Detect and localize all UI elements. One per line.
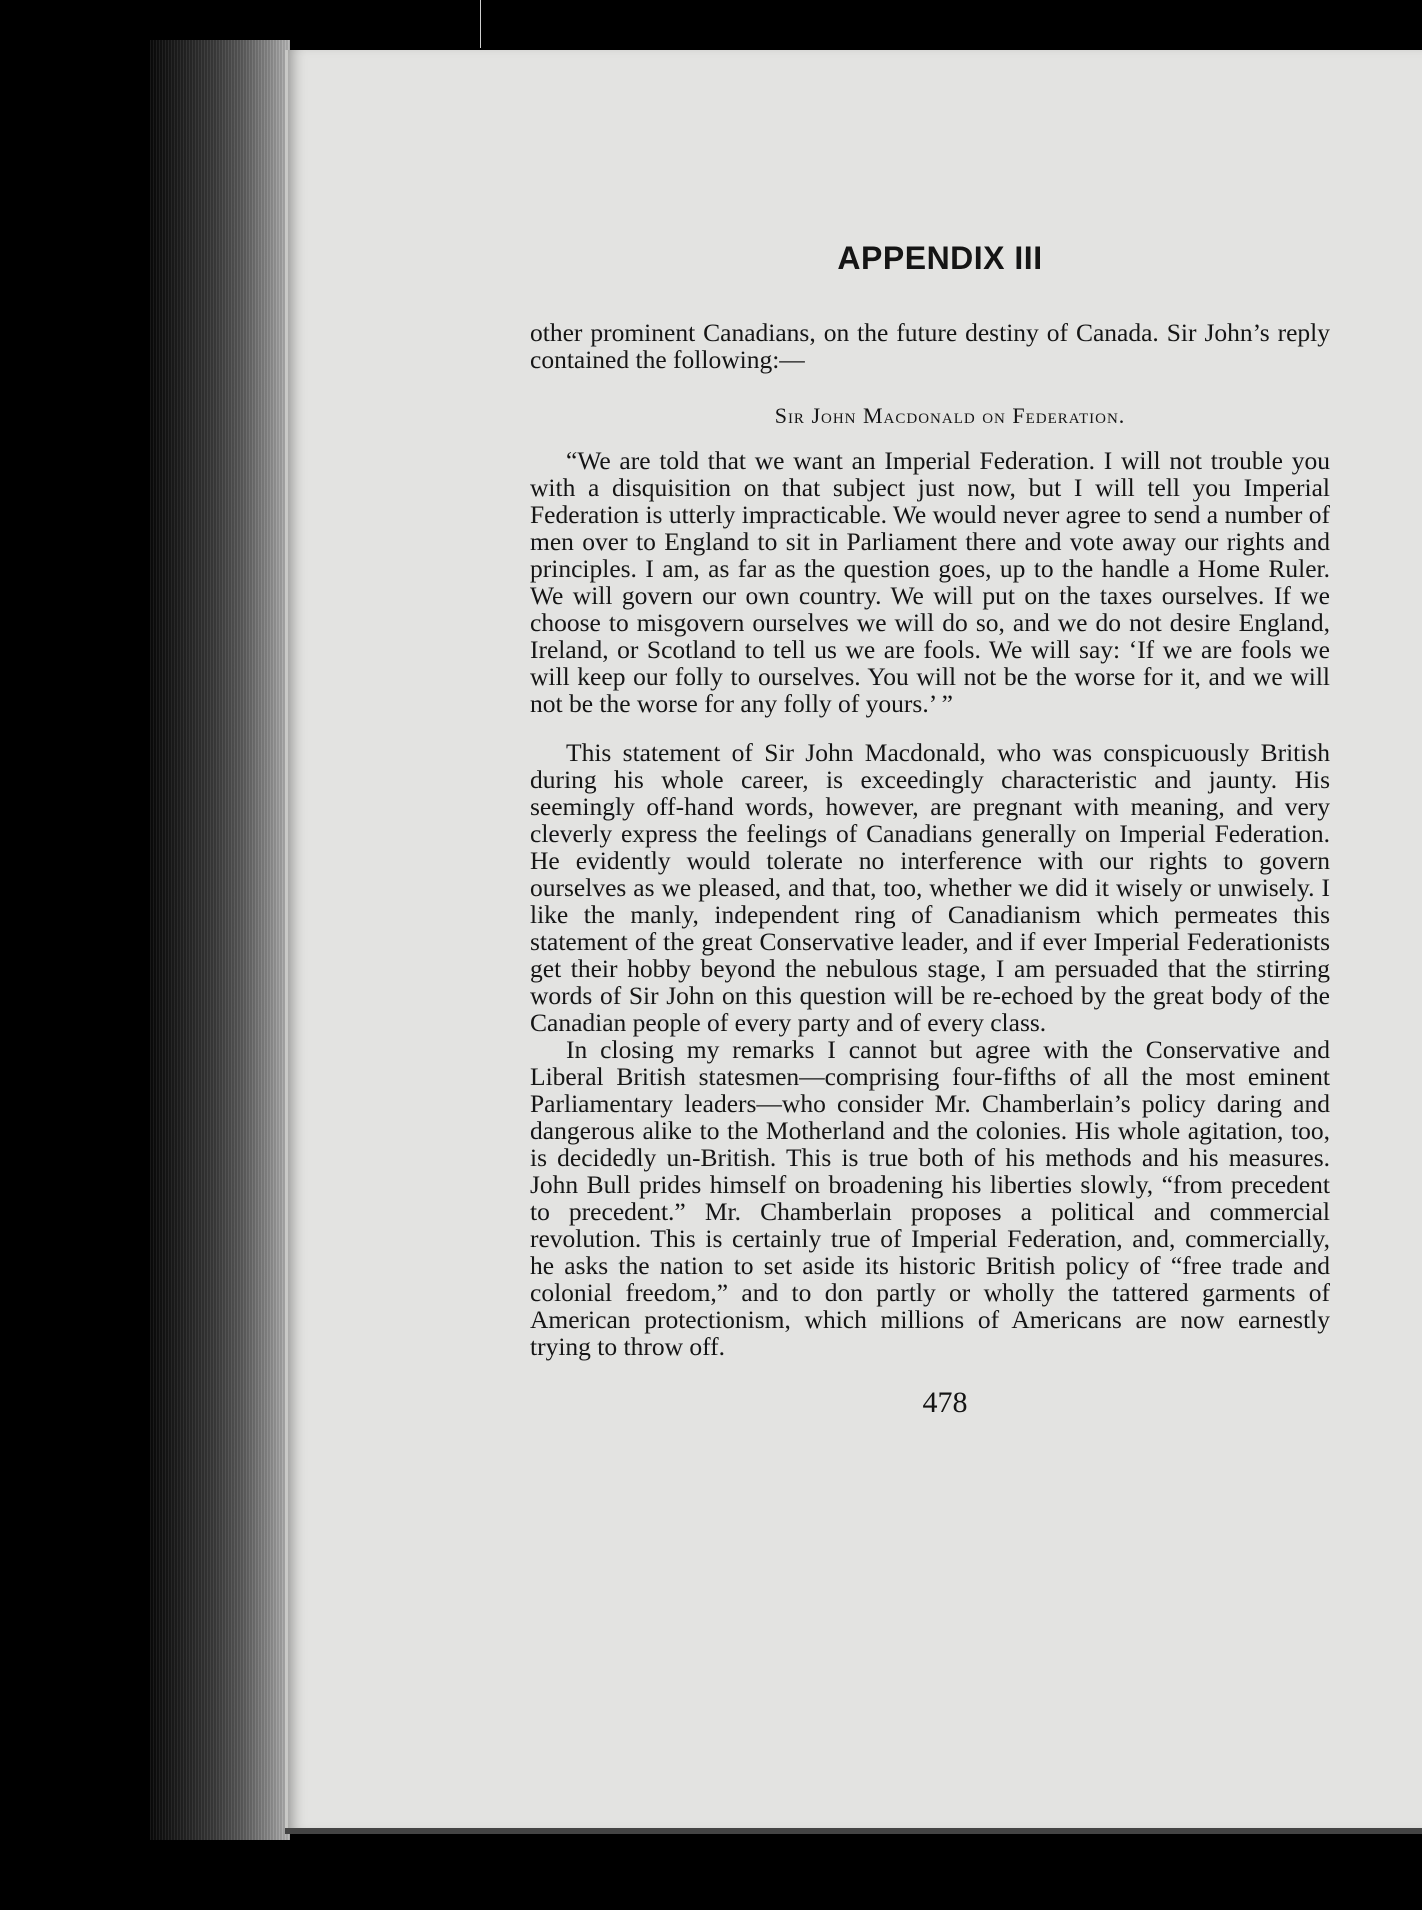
page-content: [530, 240, 1330, 1420]
section-heading: Sir John Macdonald on Federation.: [774, 403, 1126, 428]
body-paragraph-2: In closing my remarks I cannot but agree with the Conservative and Liberal British statesmen—comprising four-fifths of all the most eminent Parliamentary leaders—who consider Mr. Chamberlain’s policy daring and dangerous alike to the Motherland and the colonies. His whole agitation, too, is decidedly un-British. This is true both of his methods and his measures. John Bull prides himself on broadening his liberties slowly, “from precedent to precedent.” Mr. Chamberlain proposes a political and commercial revolution. This is certainly true of Imperial Federation, and, commercially, he asks the nation to set aside its historic British policy of “free trade and colonial freedom,” and to don partly or wholly the tattered garments of American protectionism, which millions of Americans are now earnestly trying to throw off.: [530, 1035, 1330, 1361]
page-bottom-edge: [285, 1828, 1422, 1834]
body-paragraph-1: This statement of Sir John Macdonald, who was conspicuously British during his whole career, is exceedingly characteristic and jaunty. His seemingly off-hand words, however, are pregnant with meaning, and very cleverly express the feelings of Canadians generally on Imperial Federation. He evidently would tolerate no interference with our rights to govern ourselves as we pleased, and that, too, whether we did it wisely or unwisely. I like the manly, independent ring of Canadianism which permeates this statement of the great Conservative leader, and if ever Imperial Federationists get their hobby beyond the nebulous stage, I am persuaded that the stirring words of Sir John on this question will be re-echoed by the great body of the Canadian people of every party and of every class.: [530, 738, 1330, 1037]
binding-thread: [480, 0, 481, 48]
quote-paragraph: “We are told that we want an Imperial Federation. I will not trouble you with a disquisition on that subject just now, but I will tell you Imperial Federation is utterly impracticable. We would never agree to send a number of men over to England to sit in Parliament there and vote away our rights and principles. I am, as far as the question goes, up to the handle a Home Ruler. We will govern our own country. We will put on the taxes ourselves. If we choose to misgovern ourselves we will do so, and we do not desire England, Ireland, or Scotland to tell us we are fools. We will say: ‘If we are fools we will keep our folly to ourselves. You will not be the worse for it, and we will not be the worse for any folly of yours.’ ”: [530, 446, 1330, 718]
page-number: 478: [922, 1386, 968, 1419]
intro-paragraph: other prominent Canadians, on the future destiny of Canada. Sir John’s reply contained the following:—: [530, 318, 1330, 374]
page-edges: [150, 40, 290, 1840]
running-title: APPENDIX III: [837, 240, 1043, 276]
